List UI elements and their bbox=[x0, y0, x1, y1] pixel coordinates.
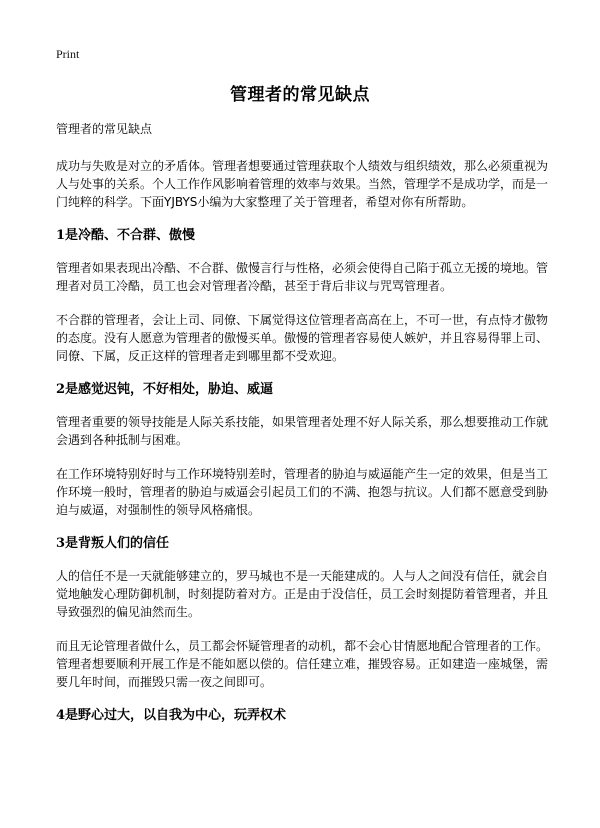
section-heading-1: 1是冷酷、不合群、傲慢 bbox=[56, 228, 196, 243]
section-2-paragraph-1: 管理者重要的领导技能是人际关系技能，如果管理者处理不好人际关系，那么想要推动工作就会遇到各种抵制与困难。 bbox=[56, 415, 549, 447]
print-label[interactable]: Print bbox=[56, 47, 80, 61]
subtitle: 管理者的常见缺点 bbox=[56, 122, 153, 136]
section-1-paragraph-2: 不合群的管理者，会让上司、同僚、下属觉得这位管理者高高在上，不可一世，有点恃才傲物的态度。没有人愿意为管理者的傲慢买单。傲慢的管理者容易使人嫉妒，并且容易得罪上司、同僚、下属，反正这样的管理者走到哪里都不受欢迎。 bbox=[56, 313, 549, 363]
section-heading-4: 4是野心过大，以自我为中心，玩弄权术 bbox=[56, 708, 287, 723]
section-3-paragraph-1: 人的信任不是一天就能够建立的，罗马城也不是一天能建成的。人与人之间没有信任，就会自觉地触发心理防御机制，时刻提防着对方。正是由于没信任，员工会时刻提防着管理者，并且导致强烈的偏见油然而生。 bbox=[56, 569, 549, 619]
section-heading-2: 2是感觉迟钝，不好相处，胁迫、威逼 bbox=[56, 382, 274, 397]
section-2-paragraph-2: 在工作环境特别好时与工作环境特别差时，管理者的胁迫与威逼能产生一定的效果，但是当工作环境一般时，管理者的胁迫与威逼会引起员工们的不满、抱怨与抗议。人们都不愿意受到胁迫与威逼，对强制性的领导风格痛恨。 bbox=[56, 467, 549, 517]
section-3-paragraph-2: 而且无论管理者做什么，员工都会怀疑管理者的动机，都不会心甘情愿地配合管理者的工作。管理者想要顺利开展工作是不能如愿以偿的。信任建立难，摧毁容易。正如建造一座城堡，需要几年时间，而摧毁只需一夜之间即可。 bbox=[56, 639, 549, 689]
section-1-paragraph-1: 管理者如果表现出冷酷、不合群、傲慢言行与性格，必须会使得自己陷于孤立无援的境地。管理者对员工冷酷，员工也会对管理者冷酷，甚至于背后非议与咒骂管理者。 bbox=[56, 261, 549, 293]
section-heading-3: 3是背叛人们的信任 bbox=[56, 536, 170, 551]
intro-paragraph: 成功与失败是对立的矛盾体。管理者想要通过管理获取个人绩效与组织绩效，那么必须重视为人与处事的关系。个人工作作风影响着管理的效率与效果。当然，管理学不是成功学，而是一门纯粹的科学。下面YJBYS小编为大家整理了关于管理者，希望对你有所帮助。 bbox=[56, 159, 549, 209]
page-title: 管理者的常见缺点 bbox=[230, 85, 370, 105]
article-body bbox=[56, 120, 548, 739]
